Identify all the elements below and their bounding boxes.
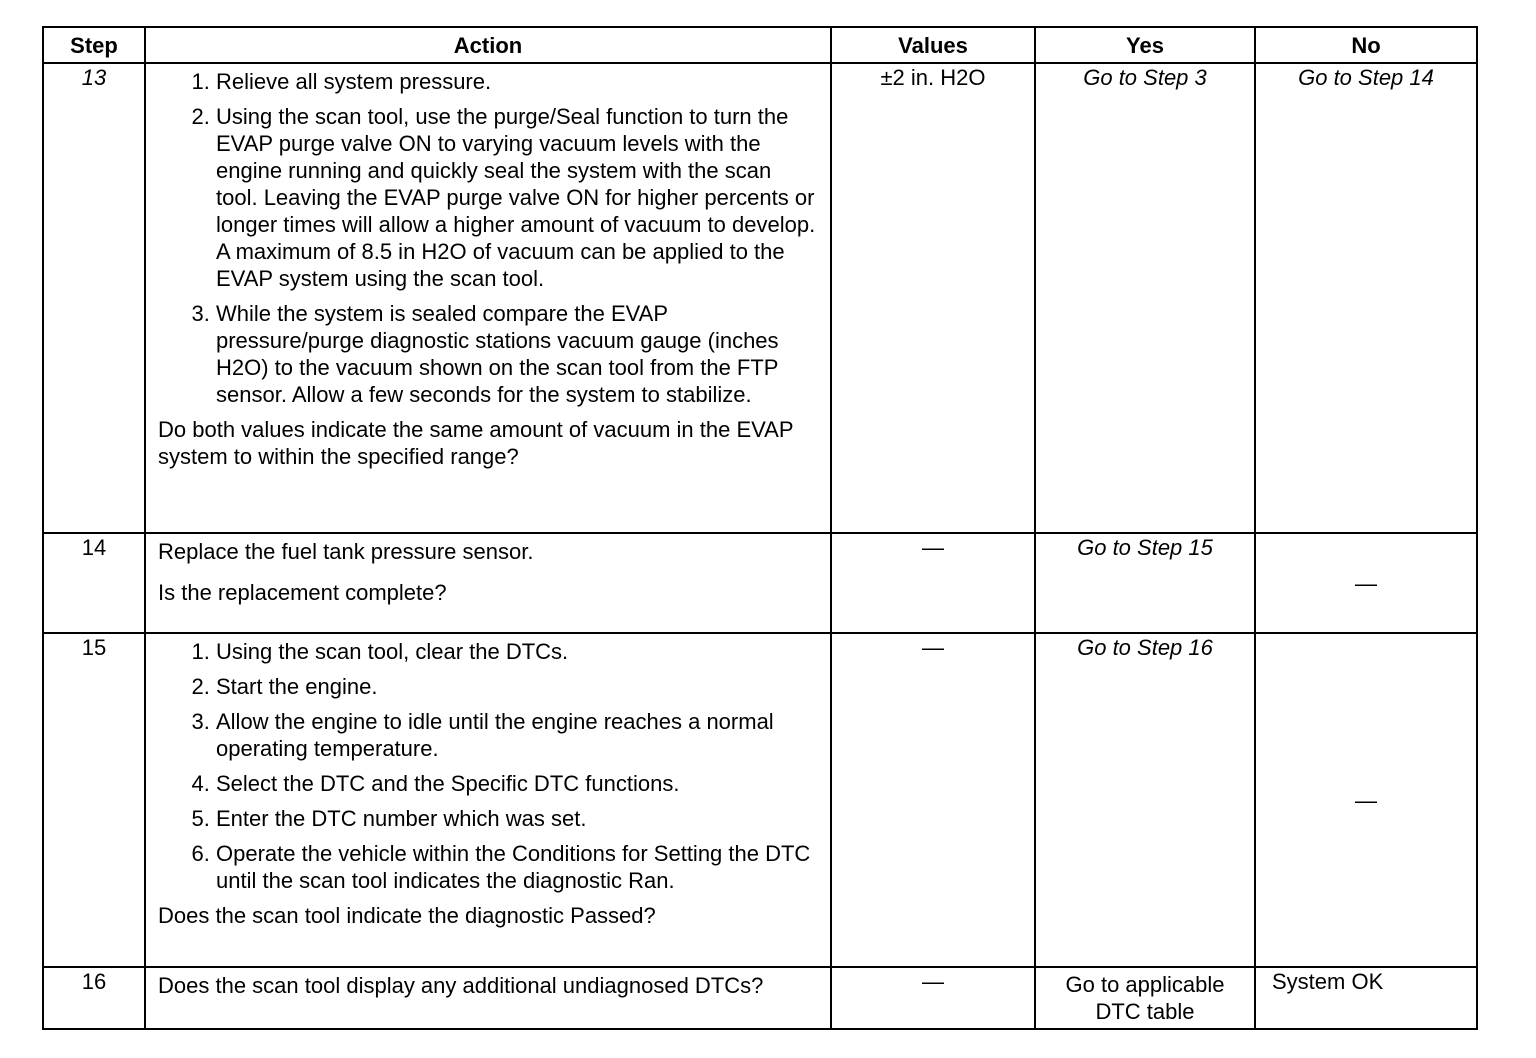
header-action: Action <box>145 27 831 63</box>
yes-cell: Go to Step 16 <box>1035 633 1255 967</box>
action-step: 2. Start the engine. <box>216 673 818 700</box>
action-steps-list <box>158 68 818 408</box>
action-question: Do both values indicate the same amount of vacuum in the EVAP system to within the specified range? <box>158 417 794 469</box>
values-cell: ±2 in. H2O <box>831 63 1035 533</box>
header-step: Step <box>43 27 145 63</box>
values-cell: — <box>831 533 1035 633</box>
action-statement: Replace the fuel tank pressure sensor. <box>158 539 534 564</box>
no-cell: — <box>1255 533 1477 633</box>
table-row-step-13 <box>43 63 1477 533</box>
step-number: 14 <box>43 533 145 633</box>
values-cell: — <box>831 633 1035 967</box>
action-step: 2. Using the scan tool, use the purge/Seal function to turn the EVAP purge valve ON to varying vacuum levels with the engine running and quickly seal the system with the scan tool. Leaving the EVAP purge valve ON for higher percents or longer times will allow a higher amount of vacuum to develop. A maximum of 8.5 in H2O of vacuum can be applied to the EVAP system using the scan tool. <box>216 103 818 292</box>
step-number: 15 <box>43 633 145 967</box>
yes-cell: Go to applicable DTC table <box>1035 967 1255 1029</box>
table-row-step-16 <box>43 967 1477 1029</box>
action-step: 6. Operate the vehicle within the Conditions for Setting the DTC until the scan tool indicates the diagnostic Ran. <box>216 840 818 894</box>
header-no: No <box>1255 27 1477 63</box>
action-step: 4. Select the DTC and the Specific DTC functions. <box>216 770 818 797</box>
action-step: 1. Using the scan tool, clear the DTCs. <box>216 638 818 665</box>
action-step: 3. Allow the engine to idle until the engine reaches a normal operating temperature. <box>216 708 818 762</box>
action-cell <box>145 533 831 633</box>
header-row <box>43 27 1477 63</box>
action-question: Does the scan tool display any additional undiagnosed DTCs? <box>158 973 764 998</box>
action-question: Is the replacement complete? <box>158 580 447 605</box>
no-cell: — <box>1255 633 1477 967</box>
header-yes: Yes <box>1035 27 1255 63</box>
step-number: 13 <box>43 63 145 533</box>
table-row-step-15 <box>43 633 1477 967</box>
action-cell <box>145 633 831 967</box>
no-cell: System OK <box>1255 967 1477 1029</box>
action-step: 5. Enter the DTC number which was set. <box>216 805 818 832</box>
diagnostic-table <box>42 26 1478 1030</box>
yes-cell: Go to Step 15 <box>1035 533 1255 633</box>
action-step: 3. While the system is sealed compare the EVAP pressure/purge diagnostic stations vacuum gauge (inches H2O) to the vacuum shown on the scan tool from the FTP sensor. Allow a few seconds for the system to stabilize. <box>216 300 818 408</box>
no-cell: Go to Step 14 <box>1255 63 1477 533</box>
action-question: Does the scan tool indicate the diagnostic Passed? <box>158 903 656 928</box>
table-row-step-14 <box>43 533 1477 633</box>
action-cell <box>145 63 831 533</box>
action-steps-list <box>158 638 818 894</box>
header-values: Values <box>831 27 1035 63</box>
action-cell <box>145 967 831 1029</box>
values-cell: — <box>831 967 1035 1029</box>
step-number: 16 <box>43 967 145 1029</box>
yes-cell: Go to Step 3 <box>1035 63 1255 533</box>
action-step: 1. Relieve all system pressure. <box>216 68 818 95</box>
